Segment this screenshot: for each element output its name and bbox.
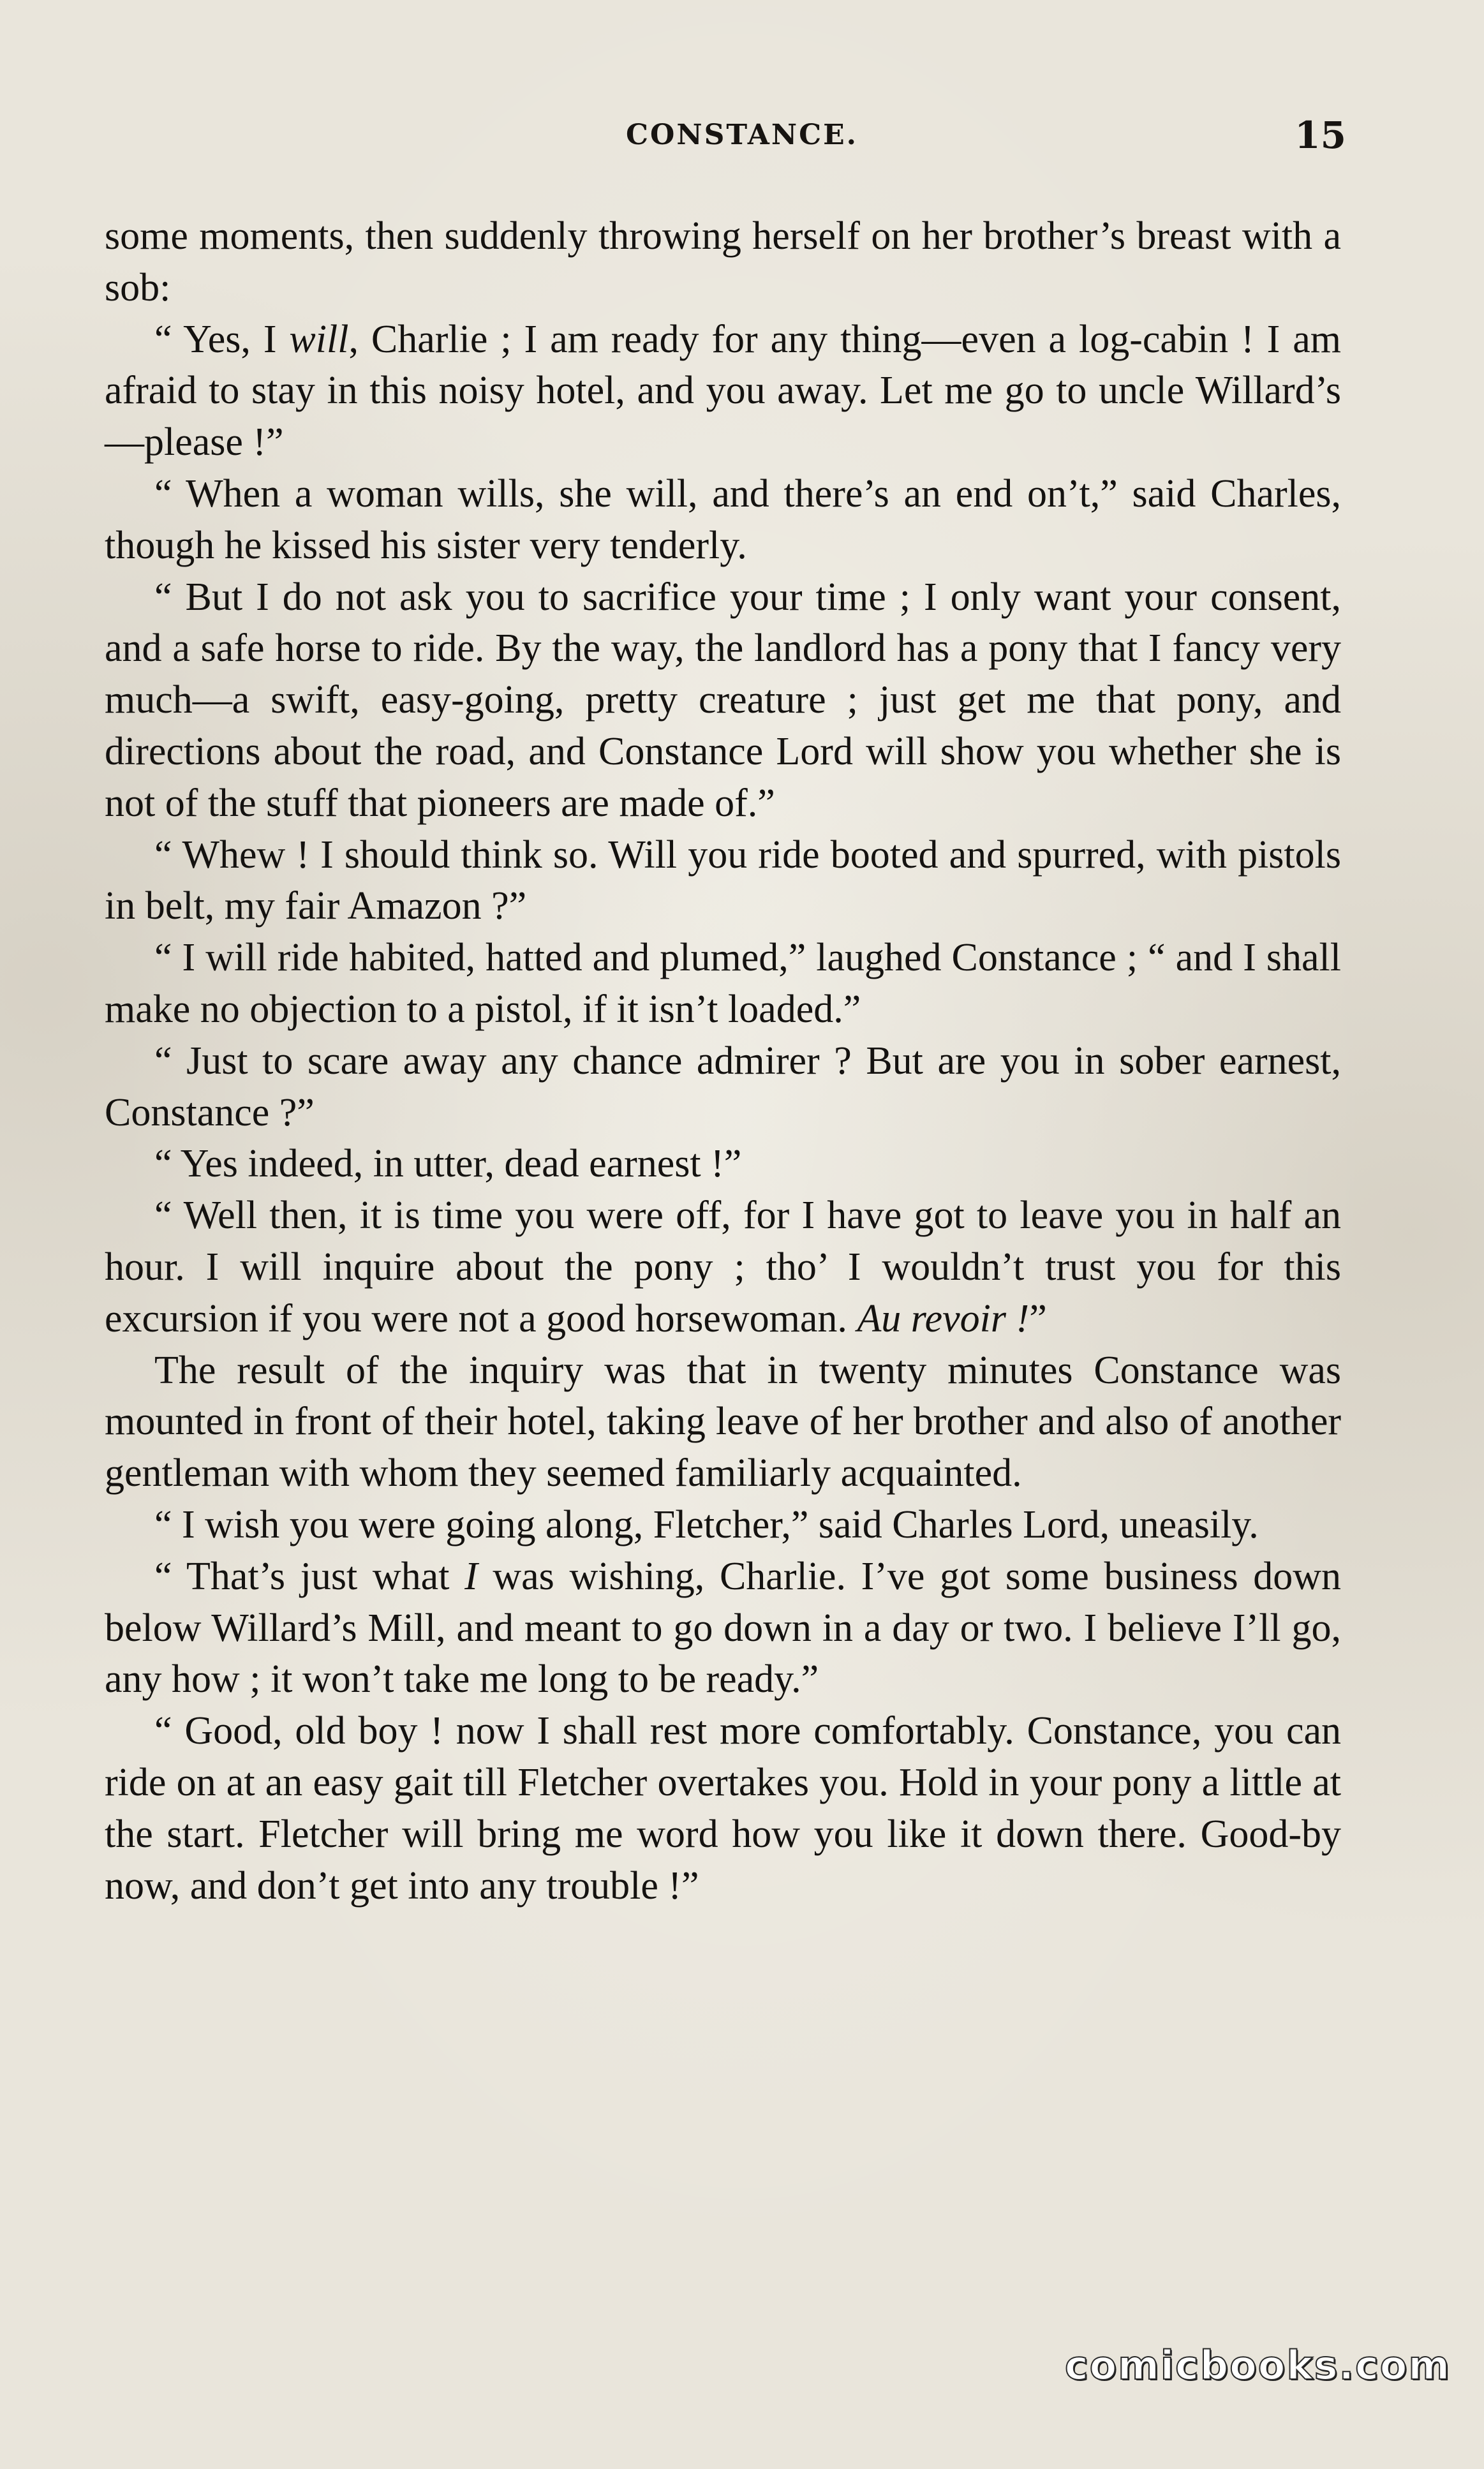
text-run: “ Yes indeed, in utter, dead earnest !” (154, 1142, 742, 1186)
italic-run: I (464, 1554, 478, 1598)
paragraph (105, 572, 1341, 829)
paragraph (105, 1190, 1341, 1344)
text-run: “ I wish you were going along, Fletcher,” said Charles Lord, uneasily. (154, 1502, 1259, 1546)
text-run: The result of the inquiry was that in twenty minutes Constance was mounted in front of their hotel, taking leave of her brother and also of another gentleman with whom they seemed familiarly acquainted. (105, 1348, 1341, 1495)
text-run: ” (1029, 1296, 1047, 1340)
paragraph (105, 468, 1341, 572)
text-run: “ That’s just what (154, 1554, 465, 1598)
running-head (0, 114, 1484, 165)
text-run: “ But I do not ask you to sacrifice your time ; I only want your consent, and a safe horse to ride. By the way, the landlord has a pony that I fancy very much—a swift, easy-going, pretty creature ; just get me that pony, and directions about the road, and Constance Lord will show you whether she is not of the stuff that pioneers are made of.” (105, 575, 1341, 825)
paragraph (105, 1138, 1341, 1190)
paragraph (105, 829, 1341, 933)
paragraph (105, 1499, 1341, 1551)
text-run: “ When a woman wills, she will, and there’s an end on’t,” said Charles, though he kissed his sister very tenderly. (105, 471, 1341, 567)
watermark: comicbooks.com (1064, 2342, 1451, 2389)
paragraph (105, 314, 1341, 468)
italic-run: Au revoir ! (857, 1296, 1030, 1340)
text-run: “ Well then, it is time you were off, for I have got to leave you in half an hour. I will inquire about the pony ; tho’ I wouldn’t trust you for this excursion if you were not a good horsewoman. (105, 1194, 1341, 1340)
text-run: some moments, then suddenly throwing herself on her brother’s breast with a sob: (105, 214, 1341, 309)
running-title: CONSTANCE. (626, 119, 858, 151)
text-run: “ Good, old boy ! now I shall rest more comfortably. Constance, you can ride on at an easy gait till Fletcher overtakes you. Hold in your pony a little at the start. Fletcher will bring me word how you like it down there. Good-by now, and don’t get into any trouble !” (105, 1709, 1341, 1908)
italic-run: will (289, 317, 349, 361)
text-run: was wishing, Charlie. I’ve got some business down below Willard’s Mill, and meant to go down in a day or two. I believe I’ll go, any how ; it won’t take me long to be ready.” (105, 1554, 1342, 1702)
paragraph (105, 932, 1341, 1035)
page-number: 15 (1295, 114, 1346, 157)
body-text (105, 211, 1341, 1911)
paragraph (105, 1551, 1341, 1705)
paragraph (105, 1705, 1341, 1911)
text-run: “ I will ride habited, hatted and plumed,” laughed Constance ; “ and I shall make no objection to a pistol, if it isn’t loaded.” (105, 936, 1341, 1031)
text-run: “ Yes, I (154, 317, 290, 361)
text-run: , Charlie ; I am ready for any thing—even a log-cabin ! I am afraid to stay in this noisy hotel, and you away. Let me go to uncle Willard’s—please !” (105, 317, 1341, 464)
paragraph (105, 1345, 1341, 1499)
text-run: “ Just to scare away any chance admirer ? But are you in sober earnest, Constance ?” (105, 1039, 1341, 1134)
text-run: “ Whew ! I should think so. Will you ride booted and spurred, with pistols in belt, my fair Amazon ?” (105, 833, 1341, 928)
paragraph (105, 211, 1341, 314)
paragraph (105, 1035, 1341, 1139)
